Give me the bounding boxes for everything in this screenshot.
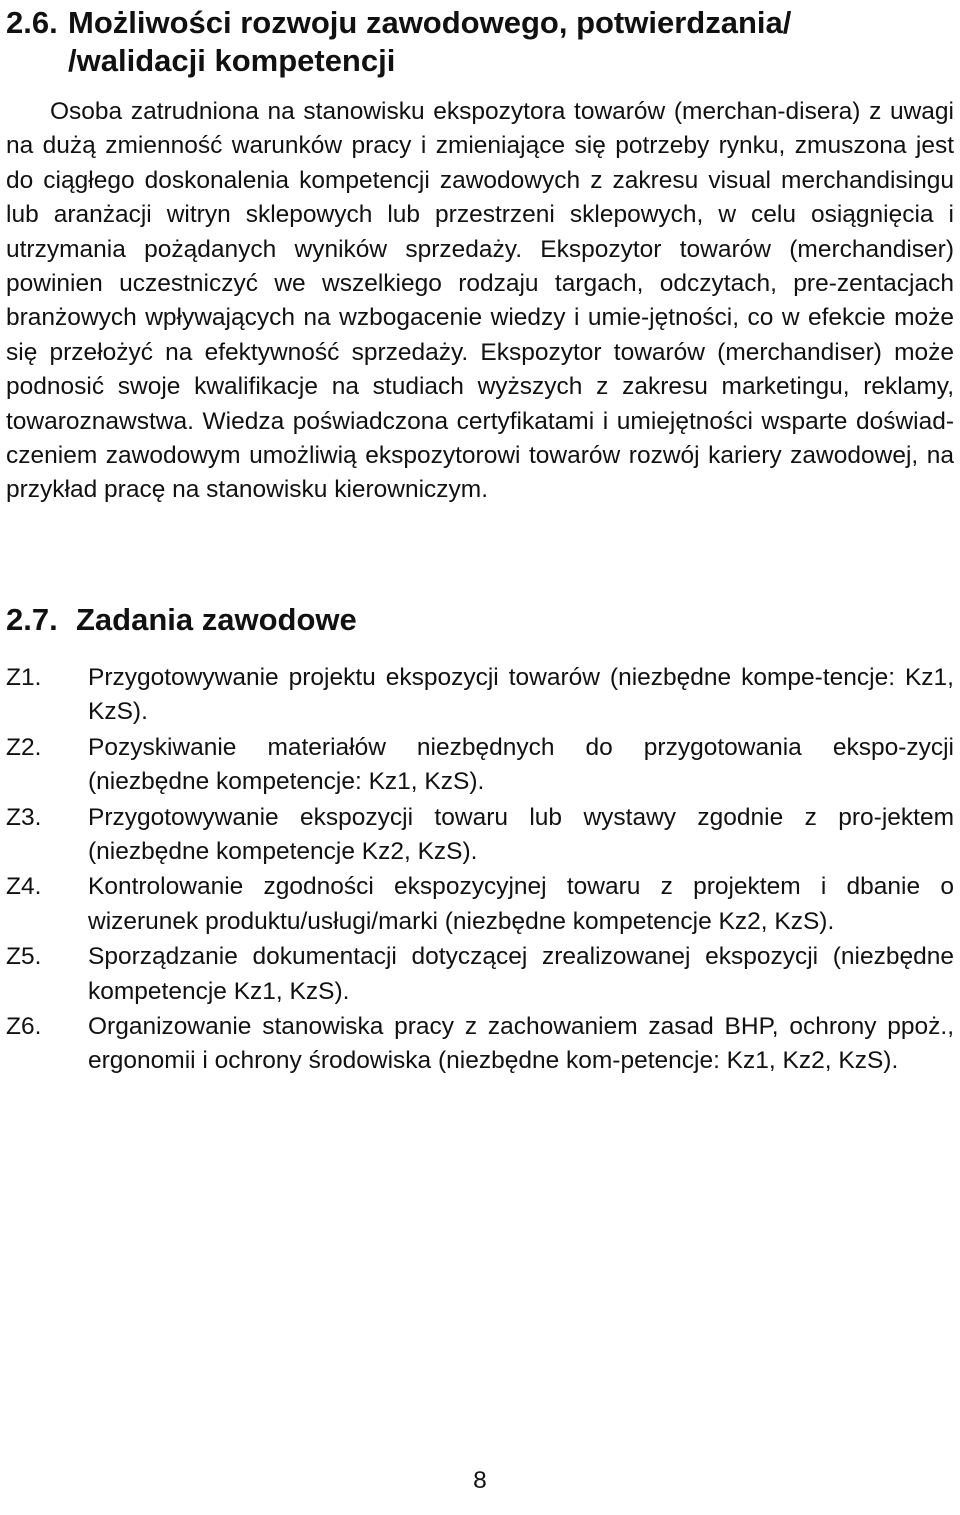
section-heading (6, 601, 357, 639)
task-text: Organizowanie stanowiska pracy z zachowaniem zasad BHP, ochrony ppoż., ergonomii i ochrony środowiska (niezbędne kom-petencje: Kz1, Kz2, KzS). (88, 1013, 954, 1075)
task-text: Sporządzanie dokumentacji dotyczącej zrealizowanej ekspozycji (niezbędne kompetencje Kz1, KzS). (88, 943, 954, 1005)
section-title-line2: /walidacji kompetencji (68, 43, 396, 78)
task-code: Z6. (6, 1013, 42, 1041)
list-item (6, 661, 954, 730)
section-heading (6, 4, 946, 80)
task-code: Z3. (6, 803, 42, 831)
task-code: Z2. (6, 733, 42, 761)
list-item (6, 940, 954, 1009)
list-item (6, 801, 954, 870)
task-text: Kontrolowanie zgodności ekspozycyjnej towaru z projektem i dbanie o wizerunek produktu/usługi/marki (niezbędne kompetencje Kz2, KzS). (88, 873, 954, 935)
task-code: Z1. (6, 664, 42, 691)
section-number: 2.7. (6, 602, 58, 637)
section-number: 2.6. (6, 5, 58, 40)
task-text: Przygotowywanie ekspozycji towaru lub wystawy zgodnie z pro-jektem (niezbędne kompetencje Kz2, KzS). (88, 803, 954, 866)
task-text: Pozyskiwanie materiałów niezbędnych do przygotowania ekspo-zycji (niezbędne kompetencje: Kz1, KzS). (88, 733, 954, 796)
task-text: Przygotowywanie projektu ekspozycji towarów (niezbędne kompe-tencje: Kz1, KzS). (88, 664, 954, 726)
section-title-line1: Możliwości rozwoju zawodowego, potwierdzania/ (68, 5, 792, 40)
list-item (6, 870, 954, 939)
list-item (6, 1010, 954, 1079)
page-number: 8 (473, 1467, 487, 1494)
paragraph-text: Osoba zatrudniona na stanowisku ekspozytora towarów (merchan-disera) z uwagi na dużą zmienność warunków pracy i zmieniające się potrzeby rynku, zmuszona jest do ciągłego doskonalenia kompetencji zawodowych z zakresu visual merchandisingu lub aranżacji witryn sklepowych lub przestrzeni sklepowych, w celu osiągnięcia i utrzymania pożądanych wyników sprzedaży. Ekspozytor towarów (merchandiser) powinien uczestniczyć we wszelkiego rodzaju targach, odczytach, pre-zentacjach branżowych wpływających na wzbogacenie wiedzy i umie-jętności, co w efekcie może się przełożyć na efektywność sprzedaży. Ekspozytor towarów (merchandiser) może podnosić swoje kwalifikacje na studiach wyższych z zakresu marketingu, reklamy, towaroznawstwa. Wiedza poświadczona certyfikatami i umiejętności wsparte doświad-czeniem zawodowym umożliwią ekspozytorowi towarów rozwój kariery zawodowej, na przykład pracę na stanowisku kierowniczym. (6, 98, 954, 504)
task-list (6, 661, 954, 1080)
task-code: Z5. (6, 943, 42, 971)
section-paragraph (6, 95, 954, 508)
list-item (6, 731, 954, 800)
task-code: Z4. (6, 873, 42, 901)
section-title: Zadania zawodowe (76, 602, 357, 637)
